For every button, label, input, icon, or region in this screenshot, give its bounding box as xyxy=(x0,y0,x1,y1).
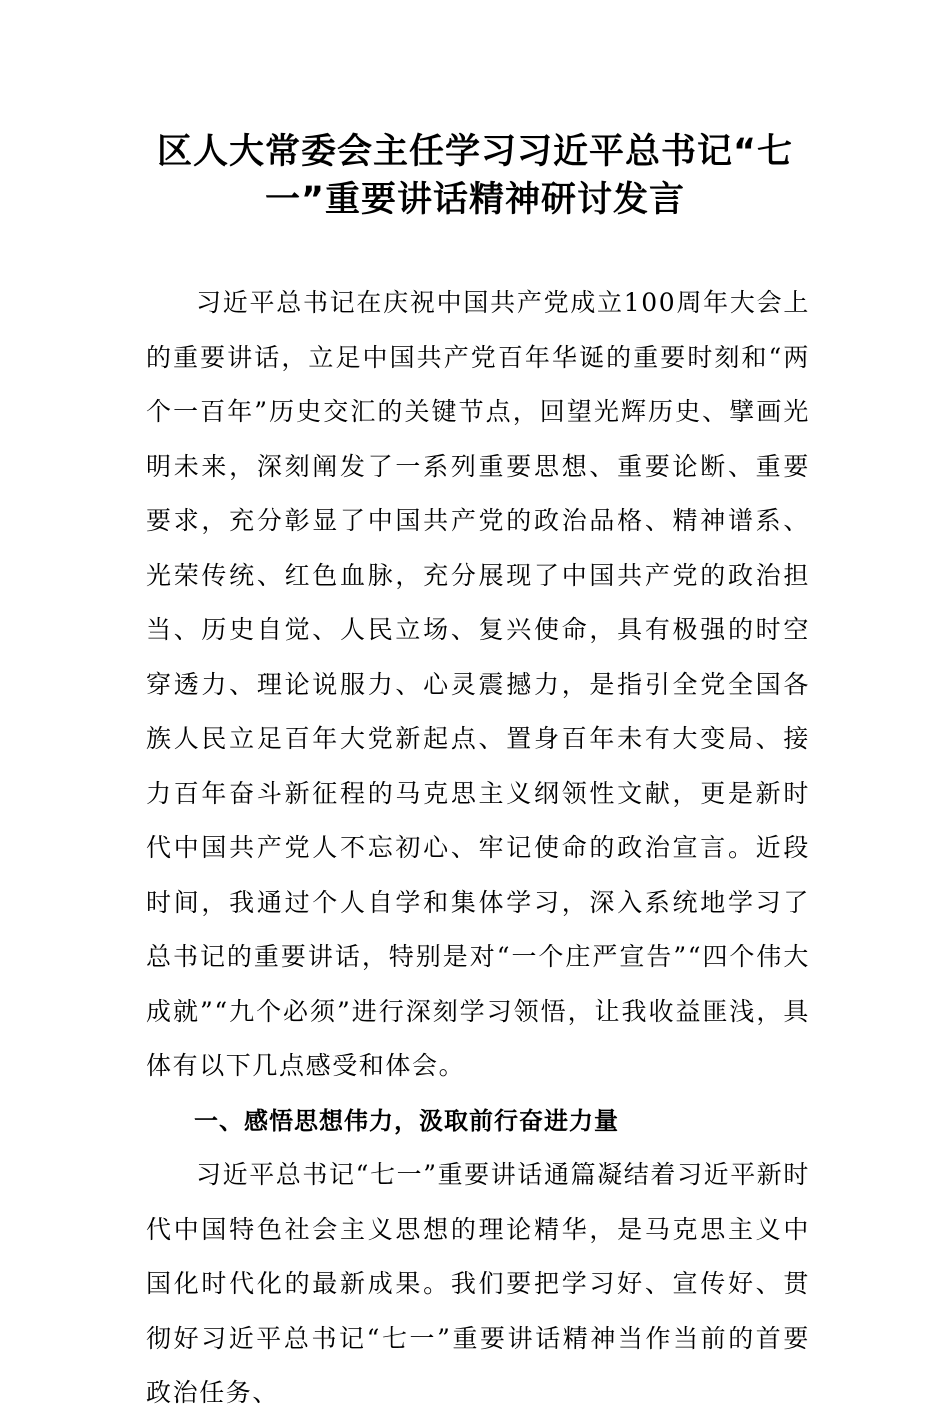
document-title: 区人大常委会主任学习习近平总书记“七一”重要讲话精神研讨发言 xyxy=(156,132,793,220)
intro-paragraph: 习近平总书记在庆祝中国共产党成立100周年大会上的重要讲话，立足中国共产党百年华诞的重要时刻和“两个一百年”历史交汇的关键节点，回望光辉历史、擘画光明未来，深刻阐发了一系列重要思想、重要论断、重要要求，充分彰显了中国共产党的政治品格、精神谱系、光荣传统、红色血脉，充分展现了中国共产党的政治担当、历史自觉、人民立场、复兴使命，具有极强的时空穿透力、理论说服力、心灵震撼力，是指引全党全国各族人民立足百年大党新起点、置身百年未有大变局、接力百年奋斗新征程的马克思主义纲领性文献，更是新时代中国共产党人不忘初心、牢记使命的政治宣言。近段时间，我通过个人自学和集体学习，深入系统地学习了总书记的重要讲话，特别是对“一个庄严宣告”“四个伟大成就”“九个必须”进行深刻学习领悟，让我收益匪浅，具体有以下几点感受和体会。 xyxy=(146,288,810,1080)
document-body xyxy=(146,276,810,1421)
section-paragraph: 习近平总书记“七一”重要讲话通篇凝结着习近平新时代中国特色社会主义思想的理论精华，是马克思主义中国化时代化的最新成果。我们要把学习好、宣传好、贯彻好习近平总书记“七一”重要讲话精神当作当前的首要政治任务、 xyxy=(146,1160,810,1407)
section-heading: 一、感悟思想伟力，汲取前行奋进力量 xyxy=(194,1106,619,1135)
